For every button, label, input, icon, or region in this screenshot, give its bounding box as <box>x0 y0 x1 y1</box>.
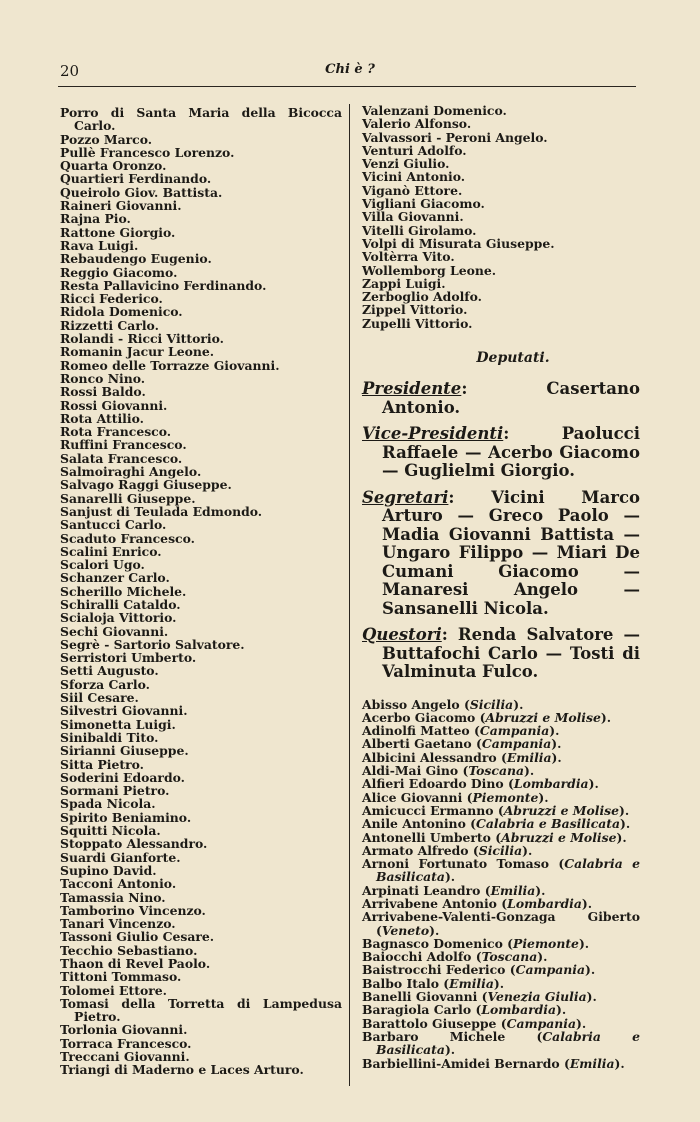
deputy-entry: Armato Alfredo (Sicilia). <box>362 842 533 858</box>
list-item: Quartieri Ferdinando. <box>60 171 212 187</box>
deputy-region: Emilia <box>490 882 536 898</box>
list-item: Siil Cesare. <box>60 690 139 706</box>
deputy-region: Toscana <box>481 949 538 965</box>
list-item: Tanari Vincenzo. <box>60 916 176 932</box>
deputy-region: Venezia Giulia <box>487 989 587 1005</box>
deputy-name: Aldi-Mai Gino <box>362 763 459 779</box>
list-item: Serristori Umberto. <box>60 650 197 666</box>
list-item: Thaon di Revel Paolo. <box>60 956 211 971</box>
deputy-entry: Alice Giovanni (Piemonte). <box>362 789 549 805</box>
deputy-name: Anile Antonino <box>362 816 466 832</box>
deputies-list <box>362 698 640 1070</box>
list-item: Salata Francesco. <box>60 450 183 466</box>
deputy-entry: Amicucci Ermanno (Abruzzi e Molise). <box>362 802 630 818</box>
list-item: Resta Pallavicino Ferdinando. <box>60 277 267 293</box>
header-rule <box>58 86 636 87</box>
list-item: Tamborino Vincenzo. <box>60 902 206 918</box>
list-item: Rizzetti Carlo. <box>60 317 159 333</box>
deputy-region: Abruzzi e Molise <box>485 709 601 725</box>
deputy-name: Armato Alfredo <box>362 842 469 858</box>
deputy-entry: Albicini Alessandro (Emilia). <box>362 749 562 765</box>
senators-list-left <box>60 106 342 1077</box>
list-item: Ronco Nino. <box>60 370 146 386</box>
list-item: Romanin Jacur Leone. <box>60 344 215 360</box>
list-item: Torlonia Giovanni. <box>60 1022 188 1038</box>
running-title: Chi è ? <box>325 62 375 77</box>
list-item: Wollemborg Leone. <box>362 262 497 278</box>
deputy-entry: Barbiellini-Amidei Bernardo (Emilia). <box>362 1055 625 1071</box>
list-item: Ruffini Francesco. <box>60 437 187 453</box>
office-label: Presidente <box>362 379 462 399</box>
list-item: Zappi Luigi. <box>362 275 446 291</box>
list-item: Valvassori - Peroni Angelo. <box>362 129 548 145</box>
deputy-region: Calabria e Basilicata <box>476 816 621 832</box>
list-item: Supino David. <box>60 862 157 878</box>
list-item: Tecchio Sebastiano. <box>60 942 198 958</box>
deputy-name: Banelli Giovanni <box>362 989 478 1005</box>
deputy-name: Barbaro Michele <box>362 1028 506 1044</box>
list-item: Rossi Giovanni. <box>60 397 168 413</box>
list-item: Sanjust di Teulada Edmondo. <box>60 503 263 519</box>
page-number: 20 <box>60 62 80 80</box>
list-item: Spada Nicola. <box>60 796 156 812</box>
deputy-name: Arnoni Fortunato Tomaso <box>362 856 549 872</box>
list-item: Valerio Alfonso. <box>362 116 472 132</box>
list-item: Tassoni Giulio Cesare. <box>60 929 215 945</box>
list-item: Voltèrra Vito. <box>362 249 455 265</box>
list-item: Raineri Giovanni. <box>60 198 182 214</box>
deputy-region: Toscana <box>468 763 525 779</box>
list-item: Scialoja Vittorio. <box>60 610 177 626</box>
office-members: : Renda Salvatore — Buttafochi Carlo — Tosti di Valminuta Fulco. <box>382 625 640 682</box>
office-members: : Paolucci Raffaele — Acerbo Giacomo — Guglielmi Giorgio. <box>382 424 640 481</box>
list-item: Soderini Edoardo. <box>60 769 185 785</box>
office-entry <box>362 626 640 682</box>
list-item: Tacconi Antonio. <box>60 876 177 892</box>
list-item: Simonetta Luigi. <box>60 716 176 732</box>
deputy-name: Balbo Italo <box>362 975 439 991</box>
deputy-name: Acerbo Giacomo <box>362 709 476 725</box>
deputy-entry: Anile Antonino (Calabria e Basilicata). <box>362 816 631 832</box>
deputy-name: Baragiola Carlo <box>362 1002 472 1018</box>
list-item: Zippel Vittorio. <box>362 302 468 318</box>
list-item: Stoppato Alessandro. <box>60 836 208 852</box>
office-label: Segretari <box>362 487 449 507</box>
deputy-name: Baiocchi Adolfo <box>362 949 472 965</box>
list-item: Rebaudengo Eugenio. <box>60 251 212 267</box>
list-item: Viganò Ettore. <box>362 182 463 198</box>
office-entry <box>362 489 640 619</box>
list-item: Tamassia Nino. <box>60 889 166 905</box>
deputy-region: Calabria e Basilicata <box>376 1028 640 1058</box>
deputy-entry: Baiocchi Adolfo (Toscana). <box>362 949 548 965</box>
list-item: Zerboglio Adolfo. <box>362 289 482 305</box>
list-item: Rajna Pio. <box>60 211 131 227</box>
list-item: Salvago Raggi Giuseppe. <box>60 477 232 493</box>
deputy-name: Antonelli Umberto <box>362 829 491 845</box>
deputy-region: Abruzzi e Molise <box>501 829 617 845</box>
deputy-name: Barbiellini-Amidei Bernardo <box>362 1055 560 1071</box>
list-item: Venzi Giulio. <box>362 156 450 172</box>
deputy-name: Alfieri Edoardo Dino <box>362 776 504 792</box>
deputy-region: Calabria e Basilicata <box>376 856 640 885</box>
list-item: Valenzani Domenico. <box>362 103 507 118</box>
list-item: Vigliani Giacomo. <box>362 196 485 212</box>
deputy-name: Arrivabene-Valenti-Gonzaga Giberto <box>362 909 640 925</box>
deputy-region: Emilia <box>569 1055 615 1071</box>
list-item: Villa Giovanni. <box>362 209 464 225</box>
list-item: Rava Luigi. <box>60 237 139 253</box>
list-item: Segrè - Sartorio Salvatore. <box>60 636 245 652</box>
office-label: Vice-Presidenti <box>362 424 504 444</box>
list-item: Triangi di Maderno e Laces Arturo. <box>60 1062 304 1078</box>
list-item: Venturi Adolfo. <box>362 142 467 158</box>
deputy-name: Arrivabene Antonio <box>362 896 497 911</box>
deputy-region: Campania <box>479 723 550 739</box>
list-item: Sechi Giovanni. <box>60 623 169 639</box>
deputy-name: Adinolfi Matteo <box>362 723 470 739</box>
deputy-entry: Arrivabene Antonio (Lombardia). <box>362 896 593 911</box>
deputy-region: Piemonte <box>513 935 579 951</box>
list-item: Sanarelli Giuseppe. <box>60 490 196 506</box>
deputy-region: Abruzzi e Molise <box>503 802 620 818</box>
list-item: Setti Augusto. <box>60 663 159 679</box>
deputy-region: Campania <box>515 962 586 978</box>
list-item: Tolomei Ettore. <box>60 982 167 998</box>
list-item: Rota Francesco. <box>60 424 172 440</box>
deputy-region: Emilia <box>449 975 494 991</box>
section-heading-deputati: Deputati. <box>476 350 550 367</box>
office-entry <box>362 380 640 417</box>
deputy-region: Piemonte <box>472 789 539 805</box>
list-item: Spirito Beniamino. <box>60 809 192 825</box>
deputy-name: Arpinati Leandro <box>362 882 481 898</box>
list-item: Pozzo Marco. <box>60 131 153 147</box>
list-item: Zupelli Vittorio. <box>362 315 473 331</box>
list-item: Treccani Giovanni. <box>60 1049 190 1065</box>
list-item: Ridola Domenico. <box>60 304 183 320</box>
deputy-entry: Alfieri Edoardo Dino (Lombardia). <box>362 776 599 792</box>
list-item: Vitelli Girolamo. <box>362 222 477 238</box>
list-item: Sinibaldi Tito. <box>60 729 159 745</box>
deputy-region: Emilia <box>506 749 552 765</box>
list-item: Ricci Federico. <box>60 291 163 307</box>
right-column <box>362 104 640 1070</box>
list-item: Rossi Baldo. <box>60 384 146 400</box>
deputy-entry: Banelli Giovanni (Venezia Giulia). <box>362 989 597 1005</box>
list-item: Salmoiraghi Angelo. <box>60 464 202 480</box>
deputy-name: Barattolo Giuseppe <box>362 1015 497 1031</box>
deputy-region: Veneto <box>381 922 430 938</box>
column-divider <box>349 104 350 1086</box>
deputy-name: Baistrocchi Federico <box>362 962 506 978</box>
list-item: Suardi Gianforte. <box>60 849 181 865</box>
list-item: Tomasi della Torretta di Lampedusa Pietro. <box>60 995 342 1025</box>
list-item: Quarta Oronzo. <box>60 158 167 174</box>
list-item: Queirolo Giov. Battista. <box>60 184 223 200</box>
list-item: Porro di Santa Maria della Bicocca Carlo. <box>60 105 342 134</box>
list-item: Rattone Giorgio. <box>60 224 176 240</box>
list-item: Romeo delle Torrazze Giovanni. <box>60 357 280 373</box>
deputy-region: Sicilia <box>469 696 514 712</box>
list-item: Pullè Francesco Lorenzo. <box>60 144 235 160</box>
list-item: Vicini Antonio. <box>362 169 466 185</box>
deputy-entry: Arpinati Leandro (Emilia). <box>362 882 546 898</box>
list-item: Sormani Pietro. <box>60 783 170 799</box>
deputy-region: Lombardia <box>507 896 582 911</box>
deputy-region: Campania <box>481 736 552 752</box>
list-item: Santucci Carlo. <box>60 517 167 533</box>
deputy-entry: Arnoni Fortunato Tomaso (Calabria e Basilicata). <box>362 856 640 885</box>
deputy-entry: Aldi-Mai Gino (Toscana). <box>362 763 535 779</box>
senators-list-right <box>362 104 640 330</box>
deputy-name: Albicini Alessandro <box>362 749 497 765</box>
list-item: Scalori Ugo. <box>60 557 145 573</box>
deputy-entry: Balbo Italo (Emilia). <box>362 975 505 991</box>
list-item: Volpi di Misurata Giuseppe. <box>362 235 555 251</box>
deputy-entry: Barattolo Giuseppe (Campania). <box>362 1015 587 1031</box>
list-item: Torraca Francesco. <box>60 1035 192 1051</box>
deputy-entry: Antonelli Umberto (Abruzzi e Molise). <box>362 829 627 845</box>
list-item: Scherillo Michele. <box>60 583 187 599</box>
office-entry <box>362 425 640 481</box>
list-item: Scalini Enrico. <box>60 543 162 559</box>
list-item: Schanzer Carlo. <box>60 570 170 586</box>
chamber-offices <box>362 380 640 682</box>
office-members: : Vicini Marco Arturo — Greco Paolo — Madia Giovanni Battista — Ungaro Filippo — Miari De Cumani Giacomo — Manaresi Angelo — Sansanelli Nicola. <box>382 487 640 618</box>
deputy-entry: Barbaro Michele (Calabria e Basilicata). <box>362 1028 640 1058</box>
deputy-entry: Baragiola Carlo (Lombardia). <box>362 1002 567 1018</box>
list-item: Tittoni Tommaso. <box>60 969 182 985</box>
deputy-name: Abisso Angelo <box>362 696 460 712</box>
deputy-region: Lombardia <box>513 776 589 792</box>
deputy-name: Alberti Gaetano <box>362 736 472 752</box>
deputy-region: Lombardia <box>481 1002 557 1018</box>
deputy-entry: Adinolfi Matteo (Campania). <box>362 723 560 739</box>
office-label: Questori <box>362 625 442 645</box>
list-item: Reggio Giacomo. <box>60 264 178 280</box>
list-item: Silvestri Giovanni. <box>60 703 188 719</box>
list-item: Sforza Carlo. <box>60 676 150 692</box>
deputy-entry: Bagnasco Domenico (Piemonte). <box>362 935 590 951</box>
list-item: Sirianni Giuseppe. <box>60 743 189 759</box>
deputy-name: Bagnasco Domenico <box>362 935 503 951</box>
list-item: Rolandi - Ricci Vittorio. <box>60 331 224 347</box>
list-item: Squitti Nicola. <box>60 823 161 839</box>
office-members: : Casertano Antonio. <box>382 379 640 417</box>
list-item: Sitta Pietro. <box>60 756 144 772</box>
list-item: Rota Attilio. <box>60 410 144 426</box>
list-item: Schiralli Cataldo. <box>60 596 181 612</box>
deputy-entry: Alberti Gaetano (Campania). <box>362 736 562 752</box>
deputy-entry: Abisso Angelo (Sicilia). <box>362 696 524 712</box>
deputy-name: Amicucci Ermanno <box>362 802 494 818</box>
deputy-name: Alice Giovanni <box>362 789 463 805</box>
deputy-entry: Baistrocchi Federico (Campania). <box>362 962 596 978</box>
deputy-entry: Acerbo Giacomo (Abruzzi e Molise). <box>362 709 612 725</box>
deputy-region: Sicilia <box>478 842 523 858</box>
deputy-region: Campania <box>506 1015 577 1031</box>
deputy-entry: Arrivabene-Valenti-Gonzaga Giberto (Veneto). <box>362 909 640 938</box>
list-item: Scaduto Francesco. <box>60 530 195 546</box>
